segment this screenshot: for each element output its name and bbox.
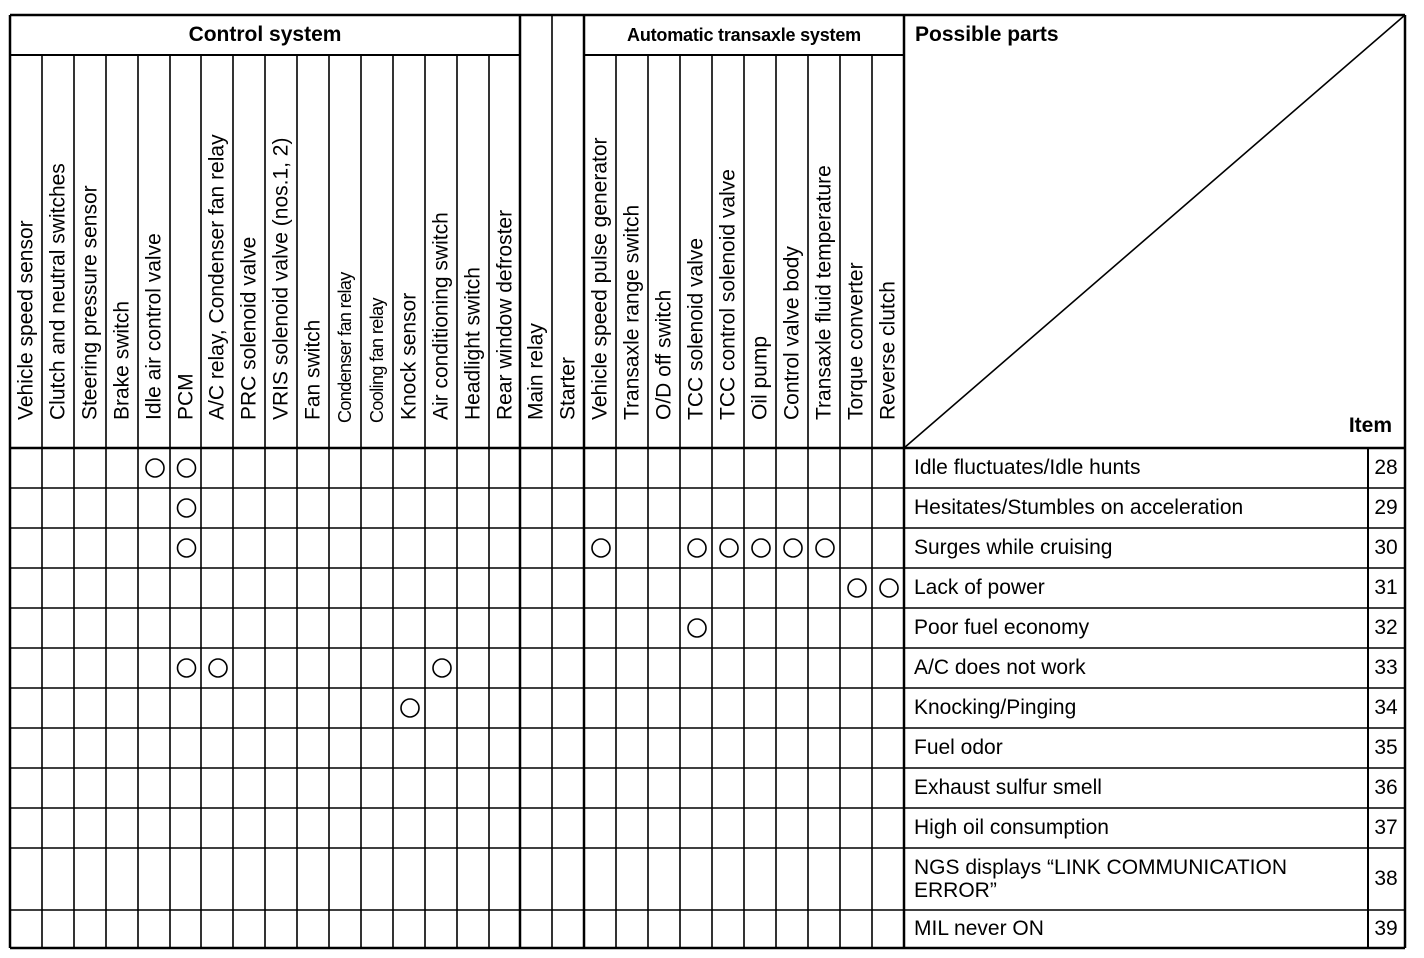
column-header-label: Cooling fan relay	[367, 298, 387, 423]
symptom-label: High oil consumption	[914, 816, 1109, 840]
column-header-label: Vehicle speed sensor	[14, 220, 38, 420]
column-header-label: Condenser fan relay	[335, 272, 355, 423]
column-header-label: Control valve body	[780, 246, 804, 420]
column-header-label: Main relay	[524, 323, 548, 420]
check-circle-mark	[178, 659, 196, 677]
check-circle-mark	[816, 539, 834, 557]
column-header-label: Steering pressure sensor	[78, 185, 102, 420]
column-header-label: Knock sensor	[397, 292, 421, 420]
automatic-transaxle-header: Automatic transaxle system	[627, 24, 861, 45]
item-number: 28	[1374, 456, 1398, 479]
check-circle-mark	[146, 459, 164, 477]
check-circle-mark	[178, 459, 196, 477]
column-header-label: VRIS solenoid valve (nos.1, 2)	[269, 137, 293, 420]
check-circle-mark	[848, 579, 866, 597]
column-header-label: Vehicle speed pulse generator	[588, 137, 612, 420]
column-header-label: Clutch and neutral switches	[46, 163, 70, 420]
item-number: 29	[1374, 496, 1398, 519]
check-circle-mark	[401, 699, 419, 717]
column-header-label: Rear window defroster	[493, 209, 516, 420]
symptom-label: Exhaust sulfur smell	[914, 776, 1102, 800]
control-system-header: Control system	[188, 23, 342, 46]
item-number: 38	[1374, 867, 1398, 890]
symptom-label: Poor fuel economy	[914, 616, 1090, 640]
check-circle-mark	[720, 539, 738, 557]
symptom-label: Hesitates/Stumbles on acceleration	[914, 496, 1244, 520]
item-number: 34	[1374, 696, 1398, 719]
check-circle-mark	[880, 579, 898, 597]
symptom-label: Surges while cruising	[914, 536, 1113, 560]
item-number: 31	[1374, 576, 1398, 599]
possible-parts-header: Possible parts	[915, 23, 1059, 46]
check-circle-mark	[178, 499, 196, 517]
check-circle-mark	[209, 659, 227, 677]
column-header-label: Fan switch	[301, 319, 325, 420]
column-header-label: A/C relay, Condenser fan relay	[205, 134, 229, 420]
column-header-label: Transaxle fluid temperature	[812, 165, 836, 420]
column-header-label: Torque converter	[844, 262, 868, 420]
column-header-label: Oil pump	[748, 335, 772, 420]
column-header-label: O/D off switch	[652, 289, 676, 420]
column-header-label: Headlight switch	[461, 267, 485, 420]
symptom-label: Fuel odor	[914, 736, 1003, 760]
symptom-label: Lack of power	[914, 576, 1045, 600]
column-header-label: PRC solenoid valve	[237, 236, 261, 420]
item-number: 37	[1374, 816, 1398, 839]
item-column-header: Item	[1348, 414, 1392, 437]
column-header-label: Reverse clutch	[876, 281, 900, 420]
symptom-label: MIL never ON	[914, 917, 1044, 941]
item-number: 32	[1374, 616, 1398, 639]
check-circle-mark	[178, 539, 196, 557]
column-header-label: Air conditioning switch	[429, 212, 453, 420]
symptom-label: NGS displays “LINK COMMUNICATION ERROR”	[914, 855, 1287, 902]
item-number: 39	[1374, 917, 1398, 940]
column-header-label: Starter	[556, 356, 580, 420]
symptom-label: Knocking/Pinging	[914, 696, 1077, 720]
check-circle-mark	[752, 539, 770, 557]
item-number: 30	[1374, 536, 1398, 559]
check-circle-mark	[688, 619, 706, 637]
symptom-label: Idle fluctuates/Idle hunts	[914, 456, 1141, 480]
symptom-label: A/C does not work	[914, 656, 1086, 680]
column-header-label: Idle air control valve	[142, 233, 166, 420]
column-header-label: PCM	[174, 373, 197, 420]
check-circle-mark	[688, 539, 706, 557]
item-number: 36	[1374, 776, 1398, 799]
item-number: 33	[1374, 656, 1398, 679]
check-circle-mark	[592, 539, 610, 557]
column-header-label: Brake switch	[110, 300, 134, 420]
check-circle-mark	[784, 539, 802, 557]
column-header-label: TCC solenoid valve	[684, 237, 708, 420]
item-number: 35	[1374, 736, 1398, 759]
column-header-label: TCC control solenoid valve	[716, 169, 740, 420]
check-circle-mark	[433, 659, 451, 677]
column-header-label: Transaxle range switch	[620, 204, 644, 420]
header-diagonal	[904, 15, 1405, 448]
